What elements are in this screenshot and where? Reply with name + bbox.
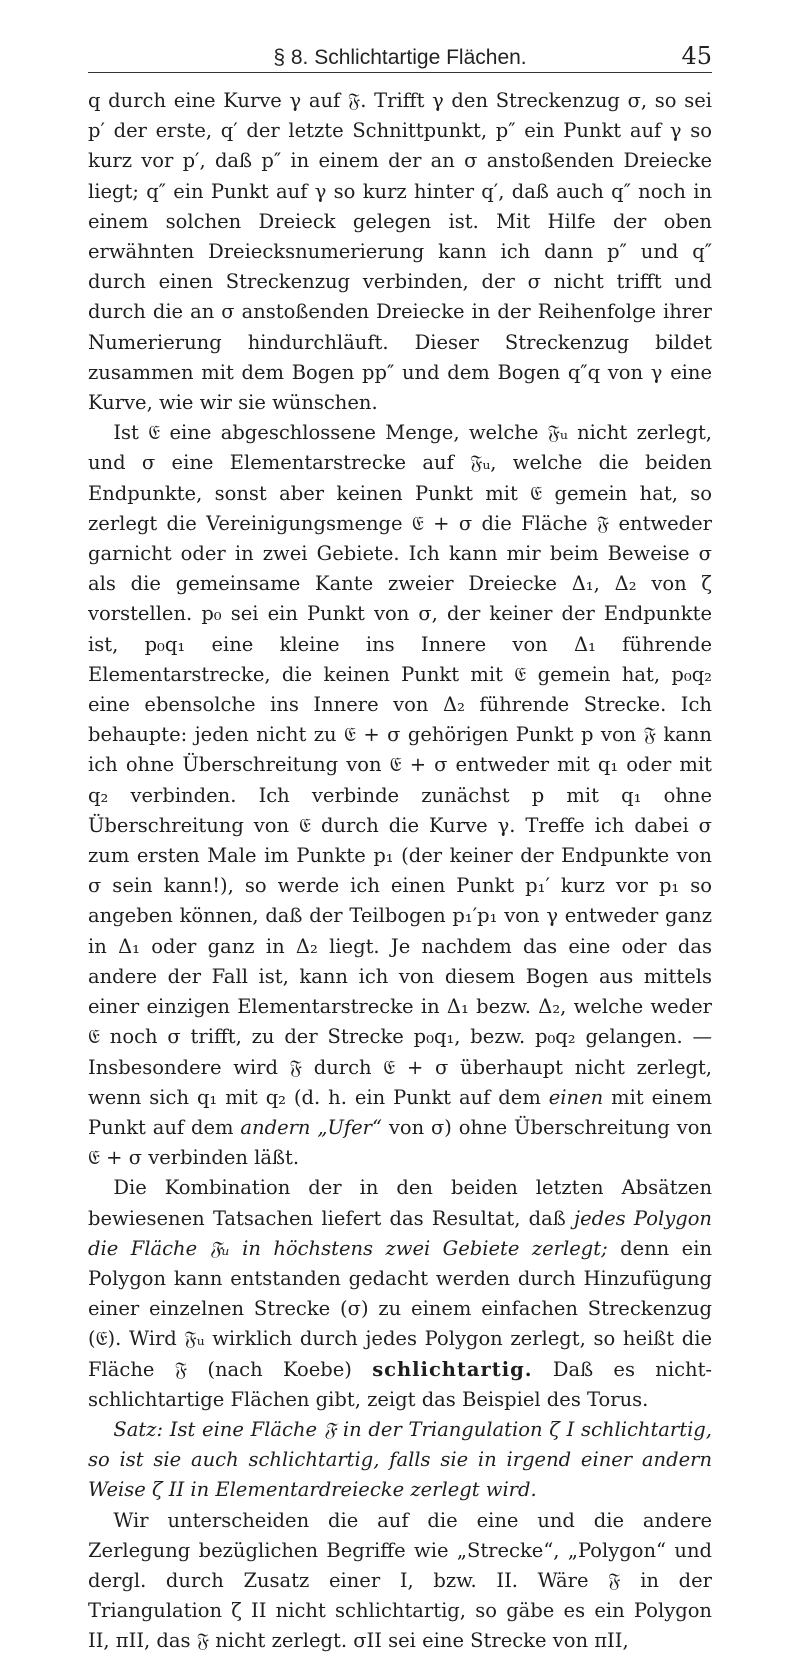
- text-run: Ist 𝔈 eine abgeschlossene Menge, welche 𝔉ᵤ nicht zerlegt, und σ eine Elementarstrecke auf 𝔉ᵤ, welche die beiden Endpunkte, sonst aber keinen Punkt mit 𝔈 gemein hat, so zerlegt die Vereinigungsmenge 𝔈 + σ die Fläche 𝔉 entweder garnicht oder in zwei Gebiete. Ich kann mir beim Beweise σ als die gemeinsame Kante zweier Dreiecke Δ₁, Δ₂ von ζ vorstellen. p₀ sei ein Punkt von σ, der keiner der Endpunkte ist, p₀q₁ eine kleine ins Innere von Δ₁ führende Elementarstrecke, die keinen Punkt mit 𝔈 gemein hat, p₀q₂ eine ebensolche ins Innere von Δ₂ führende Strecke. Ich behaupte: jeden nicht zu 𝔈 + σ gehörigen Punkt p von 𝔉 kann ich ohne Überschreitung von 𝔈 + σ entweder mit q₁ oder mit q₂ verbinden. Ich verbinde zunächst p mit q₁ ohne Überschreitung von 𝔈 durch die Kurve γ. Treffe ich dabei σ zum ersten Male im Punkte p₁ (der keiner der Endpunkte von σ sein kann!), so werde ich einen Punkt p₁′ kurz vor p₁ so angeben können, daß der Teilbogen p₁′p₁ von γ entweder ganz in Δ₁ oder ganz in Δ₂ liegt. Je nachdem das eine oder das andere der Fall ist, kann ich von diesem Bogen aus mittels einer einzigen Elementarstrecke in Δ₁ bezw. Δ₂, welche weder 𝔈 noch σ trifft, zu der Strecke p₀q₁, bezw. p₀q₂ gelangen. — Insbesondere wird 𝔉 durch 𝔈 + σ überhaupt nicht zerlegt, wenn sich q₁ mit q₂ (d. h. ein Punkt auf dem: [88, 421, 712, 1109]
- body-text: [88, 86, 712, 1657]
- paragraph: [88, 1506, 712, 1657]
- theorem-statement: Satz: Ist eine Fläche 𝔉 in der Triangulation ζ I schlichtartig, so ist sie auch schlichtartig, falls sie in irgend einer andern Weise ζ II in Elementardreiecke zerlegt wird.: [88, 1417, 712, 1502]
- text-run: von σ) ohne Überschreitung von 𝔈 + σ verbinden läßt.: [88, 1115, 713, 1170]
- emphasis: andern „Ufer“: [240, 1115, 382, 1139]
- text-run: Daß es nicht-schlichtartige Flächen gibt, zeigt das Beispiel des Torus.: [88, 1357, 712, 1411]
- text-run: denn ein Polygon kann entstanden gedacht werden durch Hinzufügung einer einzelnen Strecke (σ) zu einem einfachen Streckenzug (𝔈). Wird 𝔉ᵤ wirklich durch jedes Polygon zerlegt, so heißt die Fläche 𝔉 (nach Koebe): [88, 1236, 712, 1381]
- running-title: § 8. Schlichtartige Flächen.: [273, 46, 527, 69]
- page-number: 45: [681, 42, 712, 70]
- paragraph: [88, 86, 712, 418]
- text-run: Wir unterscheiden die auf die eine und die andere Zerlegung bezüglichen Begriffe wie „Strecke“, „Polygon“ und dergl. durch Zusatz einer I, bzw. II. Wäre 𝔉 in der Triangulation ζ II nicht schlichtartig, so gäbe es ein Polygon II, πII, das 𝔉 nicht zerlegt. σII sei eine Strecke von πII,: [88, 1508, 712, 1653]
- theorem: [88, 1415, 712, 1506]
- emphasis: jedes Polygon die Fläche 𝔉ᵤ in höchstens zwei Gebiete zerlegt;: [88, 1206, 712, 1260]
- paragraph: [88, 418, 712, 1173]
- text-run: q durch eine Kurve γ auf 𝔉. Trifft γ den Streckenzug σ, so sei p′ der erste, q′ der letzte Schnittpunkt, p″ ein Punkt auf γ so kurz vor p′, daß p″ in einem der an σ anstoßenden Dreiecke liegt; q″ ein Punkt auf γ so kurz hinter q′, daß auch q″ noch in einem solchen Dreieck gelegen ist. Mit Hilfe der oben erwähnten Dreiecksnumerierung kann ich dann p″ und q″ durch einen Streckenzug verbinden, der σ nicht trifft und durch die an σ anstoßenden Dreiecke in der Reihenfolge ihrer Numerierung hindurchläuft. Dieser Streckenzug bildet zusammen mit dem Bogen pp″ und dem Bogen q″q von γ eine Kurve, wie wir sie wünschen.: [88, 89, 712, 415]
- page-header: [88, 42, 712, 73]
- paragraph: [88, 1173, 712, 1415]
- text-run: Die Kombination der in den beiden letzten Absätzen bewiesenen Tatsachen liefert das Resultat, daß: [88, 1176, 712, 1230]
- emphasis: einen: [548, 1085, 604, 1109]
- defined-term: schlichtartig.: [372, 1357, 533, 1381]
- text-run: mit einem Punkt auf dem: [88, 1085, 713, 1139]
